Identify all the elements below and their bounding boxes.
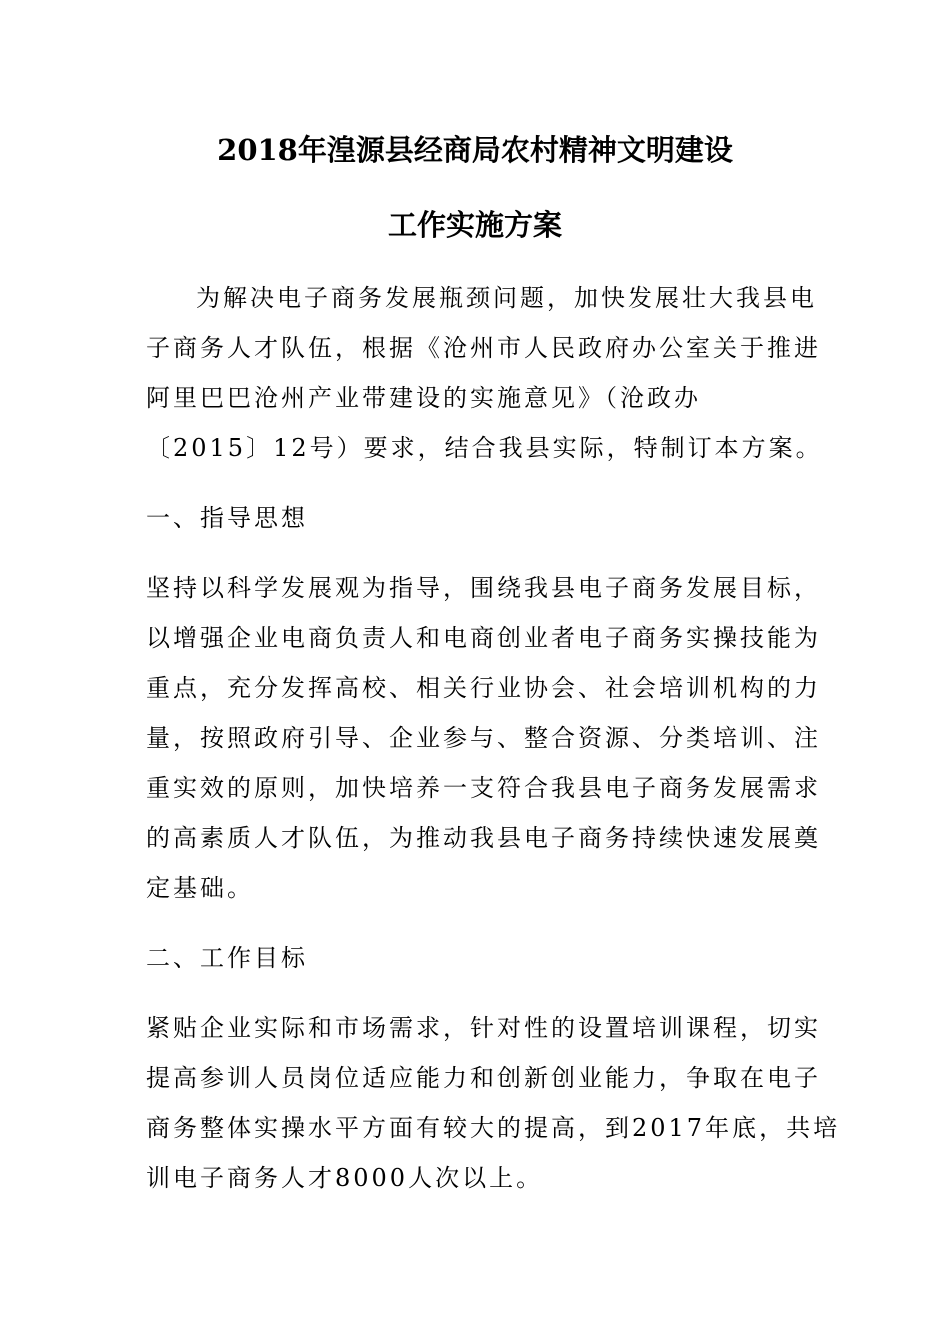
section1-paragraph-line: 量，按照政府引导、企业参与、整合资源、分类培训、注: [146, 724, 821, 752]
section2-paragraph-line: 训电子商务人才8000人次以上。: [146, 1164, 544, 1192]
document-title-line-1: 2018年湟源县经商局农村精神文明建设: [217, 133, 733, 167]
document-title-line-2: 工作实施方案: [387, 208, 562, 242]
section1-paragraph-line: 坚持以科学发展观为指导，围绕我县电子商务发展目标，: [146, 574, 821, 602]
section2-paragraph-line: 商务整体实操水平方面有较大的提高，到2017年底，共培: [146, 1114, 841, 1142]
section-heading-guiding-ideology: 一、指导思想: [146, 504, 308, 532]
section1-paragraph-line: 重点，充分发挥高校、相关行业协会、社会培训机构的力: [146, 674, 821, 702]
section1-paragraph-line: 的高素质人才队伍，为推动我县电子商务持续快速发展奠: [146, 824, 821, 852]
intro-paragraph-line: 子商务人才队伍，根据《沧州市人民政府办公室关于推进: [146, 334, 821, 362]
intro-paragraph-line: 为解决电子商务发展瓶颈问题，加快发展壮大我县电: [196, 284, 817, 312]
section1-paragraph-line: 重实效的原则，加快培养一支符合我县电子商务发展需求: [146, 774, 821, 802]
intro-paragraph-line: 阿里巴巴沧州产业带建设的实施意见》（沧政办: [146, 384, 701, 412]
section2-paragraph-line: 提高参训人员岗位适应能力和创新创业能力，争取在电子: [146, 1064, 821, 1092]
section-heading-work-goals: 二、工作目标: [146, 944, 308, 972]
section1-paragraph-line: 定基础。: [146, 874, 254, 902]
section2-paragraph-line: 紧贴企业实际和市场需求，针对性的设置培训课程，切实: [146, 1014, 821, 1042]
intro-paragraph-line: 〔2015〕12号）要求，结合我县实际，特制订本方案。: [146, 434, 823, 462]
section1-paragraph-line: 以增强企业电商负责人和电商创业者电子商务实操技能为: [146, 624, 821, 652]
